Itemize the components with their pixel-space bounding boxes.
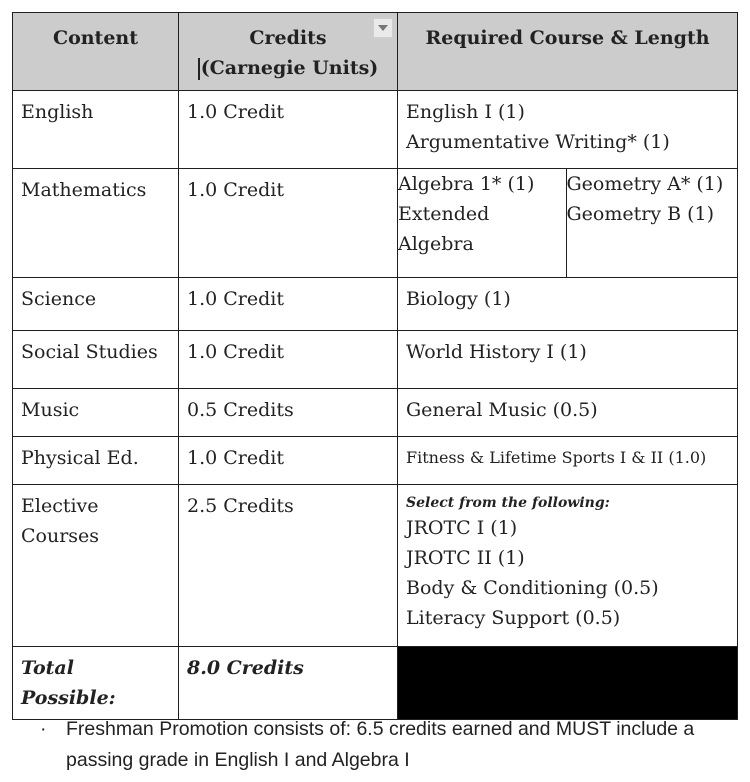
header-content: Content: [13, 13, 179, 91]
promotion-note-text: Freshman Promotion consists of: 6.5 credits earned and MUST include a passing grade in English I and Algebra I: [66, 718, 695, 771]
credits-cell: 0.5 Credits: [187, 399, 294, 421]
credits-cell: 1.0 Credit: [187, 341, 284, 363]
credits-cell: 1.0 Credit: [187, 288, 284, 310]
select-label: Select from the following:: [406, 495, 610, 511]
content-cell: Physical Ed.: [21, 447, 139, 469]
table-row-elective: [13, 485, 738, 647]
column-filter-dropdown-icon[interactable]: [373, 18, 393, 38]
graduation-requirements-table: [12, 12, 738, 720]
content-cell: Mathematics: [21, 179, 147, 201]
credits-cell: 1.0 Credit: [187, 101, 284, 123]
course-item: Geometry A* (1): [566, 173, 724, 195]
course-item: English I (1): [406, 101, 525, 123]
table-row-mathematics: [13, 169, 738, 278]
course-item: Algebra 1* (1): [398, 173, 535, 195]
content-cell: English: [21, 101, 94, 123]
table-row-social-studies: [13, 331, 738, 389]
course-item: Fitness & Lifetime Sports I & II (1.0): [406, 448, 707, 467]
course-item: General Music (0.5): [406, 399, 598, 421]
credits-cell: 1.0 Credit: [187, 447, 284, 469]
course-item: Argumentative Writing* (1): [406, 131, 670, 153]
text-cursor: [198, 58, 200, 80]
course-item: Geometry B (1): [566, 203, 715, 225]
total-value: 8.0 Credits: [187, 657, 304, 679]
credits-cell: 1.0 Credit: [187, 179, 284, 201]
header-required-course: Required Course & Length: [398, 13, 738, 91]
blacked-out-cell: [398, 647, 738, 720]
table-row-english: [13, 91, 738, 169]
course-item: World History I (1): [406, 341, 587, 363]
credits-cell: 2.5 Credits: [187, 495, 294, 517]
content-cell: Science: [21, 288, 97, 310]
table-row-physical-ed: [13, 437, 738, 485]
header-credits-line2: (Carnegie Units): [200, 57, 379, 79]
table-row-science: [13, 278, 738, 331]
course-item: Extended: [398, 203, 490, 225]
course-item: Body & Conditioning (0.5): [406, 577, 659, 599]
content-cell: Music: [21, 399, 80, 421]
course-item: JROTC I (1): [406, 517, 518, 539]
header-row: [13, 13, 738, 91]
header-credits: [179, 13, 398, 91]
table-row-music: [13, 389, 738, 437]
table-row-total: [13, 647, 738, 720]
promotion-note: [40, 714, 736, 776]
content-cell: Social Studies: [21, 341, 158, 363]
course-item: Algebra: [398, 233, 474, 255]
total-label: Total Possible:: [21, 657, 116, 709]
course-item: Literacy Support (0.5): [406, 607, 621, 629]
course-item: Biology (1): [406, 288, 511, 310]
course-item: JROTC II (1): [406, 547, 525, 569]
bullet: ·: [40, 718, 47, 740]
content-cell: Elective Courses: [21, 495, 100, 547]
header-credits-line1: Credits: [249, 27, 327, 49]
